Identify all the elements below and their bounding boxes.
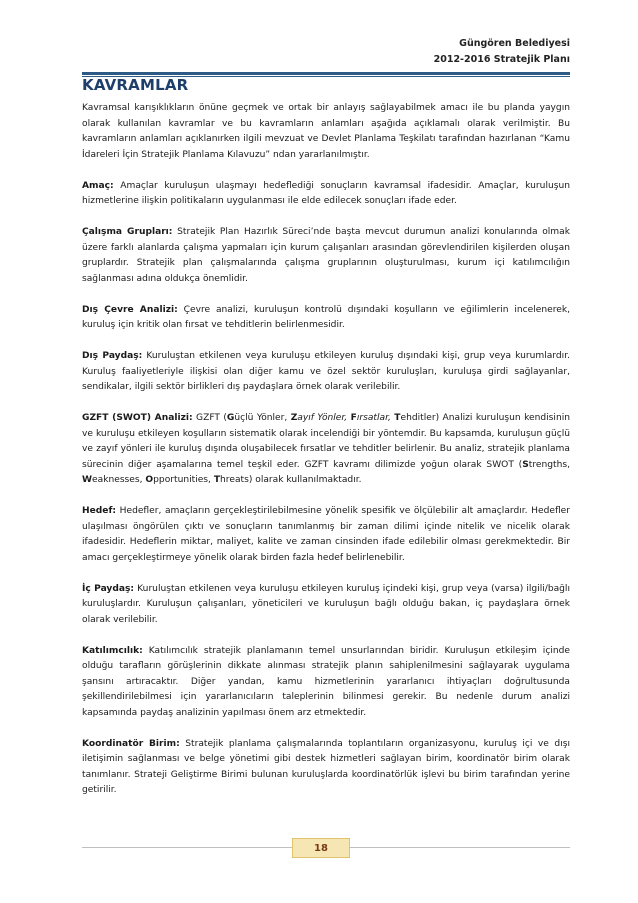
acronym-letter: T xyxy=(394,413,401,423)
definition-dis-cevre-analizi xyxy=(82,303,570,334)
definition-text: Hedefler, amaçların gerçekleştirilebilmesine yönelik spesifik ve ölçülebilir alt amaçlardır. Hedefler ulaşılması öngörülen çıktı ve sonuçların tanımlanmış bir zaman dilimi içinde nitelik ve nicelik olarak ifadesidir. Hedeflerin miktar, maliyet, kalite ve zaman cinsinden ifade edilebilir olması gerekmektedir. Bir amacı gerçekleştirmeye yönelik olarak birden fazla hedef belirlenebilir. xyxy=(82,506,570,563)
plan-title: 2012-2016 Stratejik Planı xyxy=(433,54,570,65)
section-title: KAVRAMLAR xyxy=(82,76,189,94)
definition-dis-paydas xyxy=(82,349,570,396)
definition-term: Koordinatör Birim: xyxy=(82,738,180,749)
definition-term: Hedef: xyxy=(82,506,117,516)
definition-text: Kuruluştan etkilenen veya kuruluşu etkileyen kuruluş içindeki kişi, grup veya (varsa) ilgili/bağlı kuruluşlardır. Kuruluşun çalışanları, yöneticileri ve kuruluşun bağlı olduğu bakan, iç paydaşlara örnek olarak verilebilir. xyxy=(82,583,570,625)
acronym-letter: G xyxy=(226,413,235,423)
definition-text: Stratejik Plan Hazırlık Süreci’nde başta mevcut durumun analizi konularında olmak üzere farklı alanlarda çalışma yapmaları için kurum çalışanları arasından görevlendirilen kişilerden oluşan gruplardır. Stratejik plan çalışmalarında çalışma gruplarının oluşturulması, kurum içi katılımcılığın sağlanması adına oldukça önemlidir. xyxy=(82,227,570,284)
definition-ic-paydas xyxy=(82,582,570,629)
definition-gzft-analizi: GZFT (SWOT) Analizi: GZFT (Güçlü Yönler, Zayıf Yönler, Fırsatlar, Tehditler) Analizi kuruluşun kendisinin ve kuruluşu etkileyen koşulların sistematik olarak incelendiği bir yöntemdir. Bu kapsamda, kuruluşun güçlü ve zayıf yönleri ile kuruluş dışında oluşabilecek fırsatlar ve tehditler belirlenir. Bu analiz, stratejik planlama sürecinin diğer aşamalarına temel teşkil eder. GZFT kavramı dilimizde yoğun olarak SWOT (Strengths, Weaknesses, Opportunities, Threats) olarak kullanılmaktadır. xyxy=(82,413,570,485)
definition-text: Katılımcılık stratejik planlamanın temel unsurlarından biridir. Kuruluşun etkileşim içinde olduğu tarafların görüşlerinin dikkate alınması stratejik planın sahiplenilmesini sağlayarak uygulama şansını artıracaktır. Diğer yandan, kamu hizmetlerinin yararlanıcı ihtiyaçları doğrultusunda şekillendirilebilmesi için yararlanıcıların taleplerinin bilinmesi gerekir. Bu nedenle durum analizi kapsamında paydaş analizinin yapılması önem arz etmektedir. xyxy=(82,645,570,718)
acronym-letter: W xyxy=(82,475,93,485)
definition-term: GZFT (SWOT) Analizi: xyxy=(82,413,193,423)
definition-katilimcilik xyxy=(82,644,570,722)
definition-term: Dış Paydaş: xyxy=(82,351,143,361)
definition-hedef xyxy=(82,504,570,566)
definition-term: Çalışma Grupları: xyxy=(82,227,173,237)
definition-text: Amaçlar kuruluşun ulaşmayı hedeflediği sonuçların kavramsal ifadesidir. Amaçlar, kuruluşun hizmetlerine ilişkin politikaların uygulanması ile elde edilecek sonuçları ifade eder. xyxy=(82,180,570,206)
intro-paragraph: Kavramsal karışıklıkların önüne geçmek ve ortak bir anlayış sağlayabilmek amacı ile bu planda yaygın olarak kullanılan kavramlar ve bu kavramların anlamları aşağıda açıklamalı olarak verilmiştir. Bu kavramların anlamları açıklanırken ilgili mevzuat ve Devlet Planlama Teşkilatı tarafından hazırlanan “Kamu İdareleri İçin Stratejik Planlama Kılavuzu” ndan yararlanılmıştır. xyxy=(82,103,570,160)
acronym-letter: Z xyxy=(290,413,298,423)
definition-text: Stratejik planlama çalışmalarında toplantıların organizasyonu, kuruluş içi ve dışı iletişimin sağlanması ve belge yönetimi gibi destek hizmetleri sağlayan birim, koordinatör birim olarak tanımlanır. Strateji Geliştirme Birimi bulunan kuruluşlarda koordinatörlük işlevi bu birim tarafından yerine getirilir. xyxy=(82,738,570,795)
definition-text: GZFT ( xyxy=(192,413,227,423)
definition-term: Amaç: xyxy=(82,180,114,191)
definition-koordinator-birim xyxy=(82,737,570,799)
acronym-letter: O xyxy=(145,475,154,485)
definition-term: Katılımcılık: xyxy=(82,645,143,656)
organization-name: Güngören Belediyesi xyxy=(459,38,570,49)
acronym-letter: S xyxy=(522,459,529,470)
page-number: 18 xyxy=(292,838,350,858)
definition-term: İç Paydaş: xyxy=(82,583,135,594)
definition-text: Çevre analizi, kuruluşun kontrolü dışındaki koşulların ve eğilimlerin incelenerek, kuruluş için kritik olan fırsat ve tehditlerin belirlenmesidir. xyxy=(82,304,571,330)
definition-amac xyxy=(82,179,570,210)
document-header xyxy=(434,36,570,68)
definition-term: Dış Çevre Analizi: xyxy=(82,304,178,315)
definition-text: Kuruluştan etkilenen veya kuruluşu etkileyen kuruluş dışındaki kişi, grup veya kurumlardır. Kuruluş faaliyetleriyle ilişkisi olan diğer kamu ve özel sektör kuruluşları, kuruluşa girdi sağlayanlar, sendikalar, ilgili sektör birlikleri dış paydaşlara örnek olarak verilebilir. xyxy=(82,351,570,392)
definition-calisma-gruplari xyxy=(82,225,570,287)
acronym-letter: F xyxy=(350,413,357,423)
document-body xyxy=(82,101,570,814)
acronym-letter: T xyxy=(213,475,221,485)
